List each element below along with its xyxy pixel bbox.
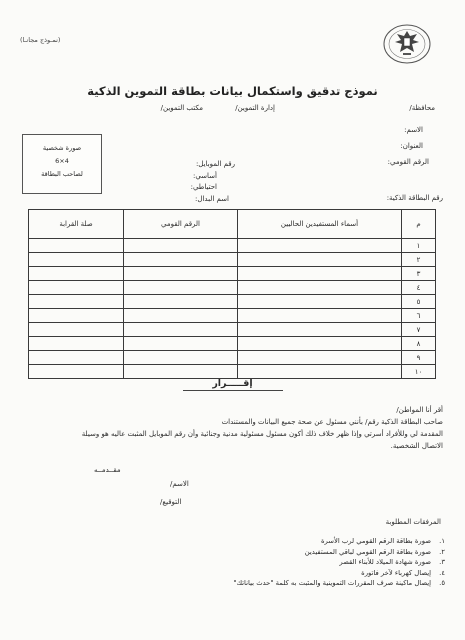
row-number: ٩ [402,351,436,365]
mobile-backup-label: احتياطي: [190,183,217,191]
table-row [29,323,436,337]
photo-line-3: لصاحب البطاقة [41,170,83,178]
declaration-line-1: أقر أنا المواطن/ [396,406,443,414]
declaration-title: إقـــــرار [212,378,253,389]
national-id-label: الرقم القومي: [387,158,429,166]
declaration-line-2: صاحب البطاقة الذكية رقم/ بأنني مسئول عن صحة جميع البيانات والمستندات [221,418,443,426]
page-title: نموذج تدقيق واستكمال بيانات بطاقة التموين الذكية [87,84,378,98]
col-header-national-id: الرقم القومي [124,210,238,239]
table-row [29,267,436,281]
attachments-title: المرفقات المطلوبة [385,518,441,526]
substitute-name-label: اسم البدال: [195,195,229,203]
supply-office-label: مكتب التموين/ [160,104,203,112]
declaration-line-4: الاتصال الشخصية. [390,442,443,450]
submitter-name-label: الاسم/ [170,480,189,488]
row-number: ٦ [402,309,436,323]
table-row [29,351,436,365]
supply-admin-label: إدارة التموين/ [235,104,275,112]
name-label: الاسم: [404,126,423,134]
row-number: ١٠ [402,365,436,379]
table-row [29,239,436,253]
governorate-label: محافظة/ [409,104,435,112]
list-item: ١.صورة بطاقة الرقم القومي لرب الأسرة [320,537,445,545]
submitter-label: مقــدمــه [94,466,121,474]
signature-label: التوقيع/ [160,498,182,506]
table-row [29,253,436,267]
table-row [29,365,436,379]
table-row [29,309,436,323]
row-number: ٧ [402,323,436,337]
photo-line-1: صورة شخصية [42,144,82,152]
row-number: ٢ [402,253,436,267]
row-number: ٣ [402,267,436,281]
row-number: ٥ [402,295,436,309]
row-number: ٨ [402,337,436,351]
table-row [29,281,436,295]
list-item: ٥.إيصال ماكينة صرف المقررات التموينية والمثبت به كلمة "حدث بياناتك" [233,579,445,587]
row-number: ٤ [402,281,436,295]
col-header-beneficiary-names: أسماء المستفيدين الحاليين [238,210,402,239]
list-item: ٣.صورة شهادة الميلاد للأبناء القصر [339,558,445,566]
photo-box [22,134,102,194]
row-number: ١ [402,239,436,253]
photo-line-2: 6×4 [55,157,69,165]
declaration-line-3: المقدمة لي وللأفراد أسرتي وإذا ظهر خلاف ذلك أكون مسئول مسئولية مدنية وجنائية وأن رقم الموبايل المثبت عاليه هو وسيلة [81,430,443,438]
list-item: ٢.صورة بطاقة الرقم القومي لباقي المستفيدين [304,547,445,556]
declaration-text [23,404,443,452]
mobile-label: رقم الموبايل: [195,160,235,168]
beneficiaries-table [28,209,436,379]
table-row [29,295,436,309]
address-label: العنوان: [400,142,423,150]
attachments-list [233,536,445,589]
card-number-label: رقم البطاقة الذكية: [386,194,443,202]
table-row [29,337,436,351]
col-header-relation: صلة القرابة [29,210,124,239]
declaration-underline [183,390,283,391]
list-item: ٤.إيصال كهرباء لآخر فاتورة [361,568,445,577]
col-header-index: م [402,210,436,239]
sample-tag: (نمـوذج مجانـا) [20,36,61,44]
eagle-seal-logo [379,22,435,68]
mobile-primary-label: أساسي: [192,172,217,180]
